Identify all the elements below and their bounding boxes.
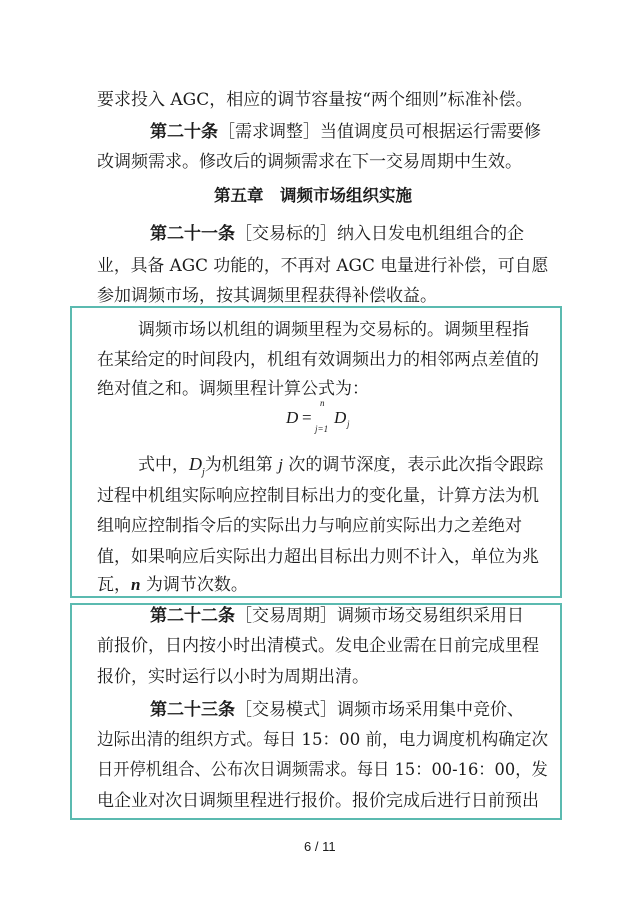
article-23-line-3: 日开停机组合、公布次日调频需求。每日 15：00-16：00，发 [97, 760, 548, 780]
box1-line-3: 绝对值之和。调频里程计算公式为： [97, 379, 369, 399]
article-21-line-1 [150, 224, 524, 244]
formula-equals: = [302, 408, 312, 427]
box1-line-4 [138, 454, 543, 478]
article-number: 第二十条 [150, 122, 218, 142]
article-text: ［交易周期］调频市场交易组织采用日 [235, 606, 524, 626]
article-20-line-1 [150, 122, 541, 142]
article-20-line-2: 改调频需求。修改后的调频需求在下一交易周期中生效。 [97, 152, 522, 172]
article-text: ［需求调整］当值调度员可根据运行需要修 [218, 122, 541, 142]
text: 式中， [138, 455, 189, 475]
article-22-line-2: 前报价，日内按小时出清模式。发电企业需在日前完成里程 [97, 636, 539, 656]
box1-line-7: 值，如果响应后实际出力超出目标出力则不计入，单位为兆 [97, 547, 539, 567]
box1-line-5: 过程中机组实际响应控制目标出力的变化量，计算方法为机 [97, 486, 539, 506]
article-text: ［交易模式］调频市场采用集中竞价、 [235, 700, 524, 720]
text: 为调节次数。 [145, 575, 248, 595]
article-23-line-1 [150, 700, 524, 720]
text: 瓦， [97, 575, 131, 595]
article-number: 第二十三条 [150, 700, 235, 720]
article-21-line-2: 业，具备 AGC 功能的，不再对 AGC 电量进行补偿，可自愿 [97, 256, 549, 276]
text: 次的调节深度，表示此次指令跟踪 [288, 455, 544, 475]
formula-lhs: D [286, 408, 299, 427]
paragraph-line: 要求投入 AGC，相应的调节容量按“两个细则”标准补偿。 [97, 90, 533, 110]
box1-line-2: 在某给定的时间段内，机组有效调频出力的相邻两点差值的 [97, 350, 539, 370]
page-number: 6 / 11 [304, 839, 336, 854]
box1-line-1: 调频市场以机组的调频里程为交易标的。调频里程指 [138, 320, 529, 340]
variable-n: n [131, 575, 141, 594]
text: 为机组第 [204, 455, 273, 475]
variable-D: D [189, 454, 202, 474]
article-22-line-3: 报价，实时运行以小时为周期出清。 [97, 667, 369, 687]
variable-j: j [278, 455, 283, 474]
box1-line-6: 组响应控制指令后的实际出力与响应前实际出力之差绝对 [97, 516, 522, 536]
article-23-line-4: 电企业对次日调频里程进行报价。报价完成后进行日前预出 [97, 791, 539, 811]
box1-line-8 [97, 575, 248, 595]
formula-upper-limit: n [320, 398, 325, 408]
article-21-line-3: 参加调频市场，按其调频里程获得补偿收益。 [97, 286, 437, 306]
chapter-heading: 第五章 调频市场组织实施 [214, 186, 412, 205]
formula-lower-limit: j=1 [315, 424, 329, 434]
article-number: 第二十一条 [150, 224, 235, 244]
variable-subscript: j [202, 467, 205, 478]
article-text: ［交易标的］纳入日发电机组组合的企 [235, 224, 524, 244]
article-22-line-1 [150, 606, 524, 626]
formula-term: D [334, 408, 347, 427]
article-23-line-2: 边际出清的组织方式。每日 15：00 前，电力调度机构确定次 [97, 730, 549, 750]
formula-term-subscript: j [347, 419, 350, 429]
article-number: 第二十二条 [150, 606, 235, 626]
